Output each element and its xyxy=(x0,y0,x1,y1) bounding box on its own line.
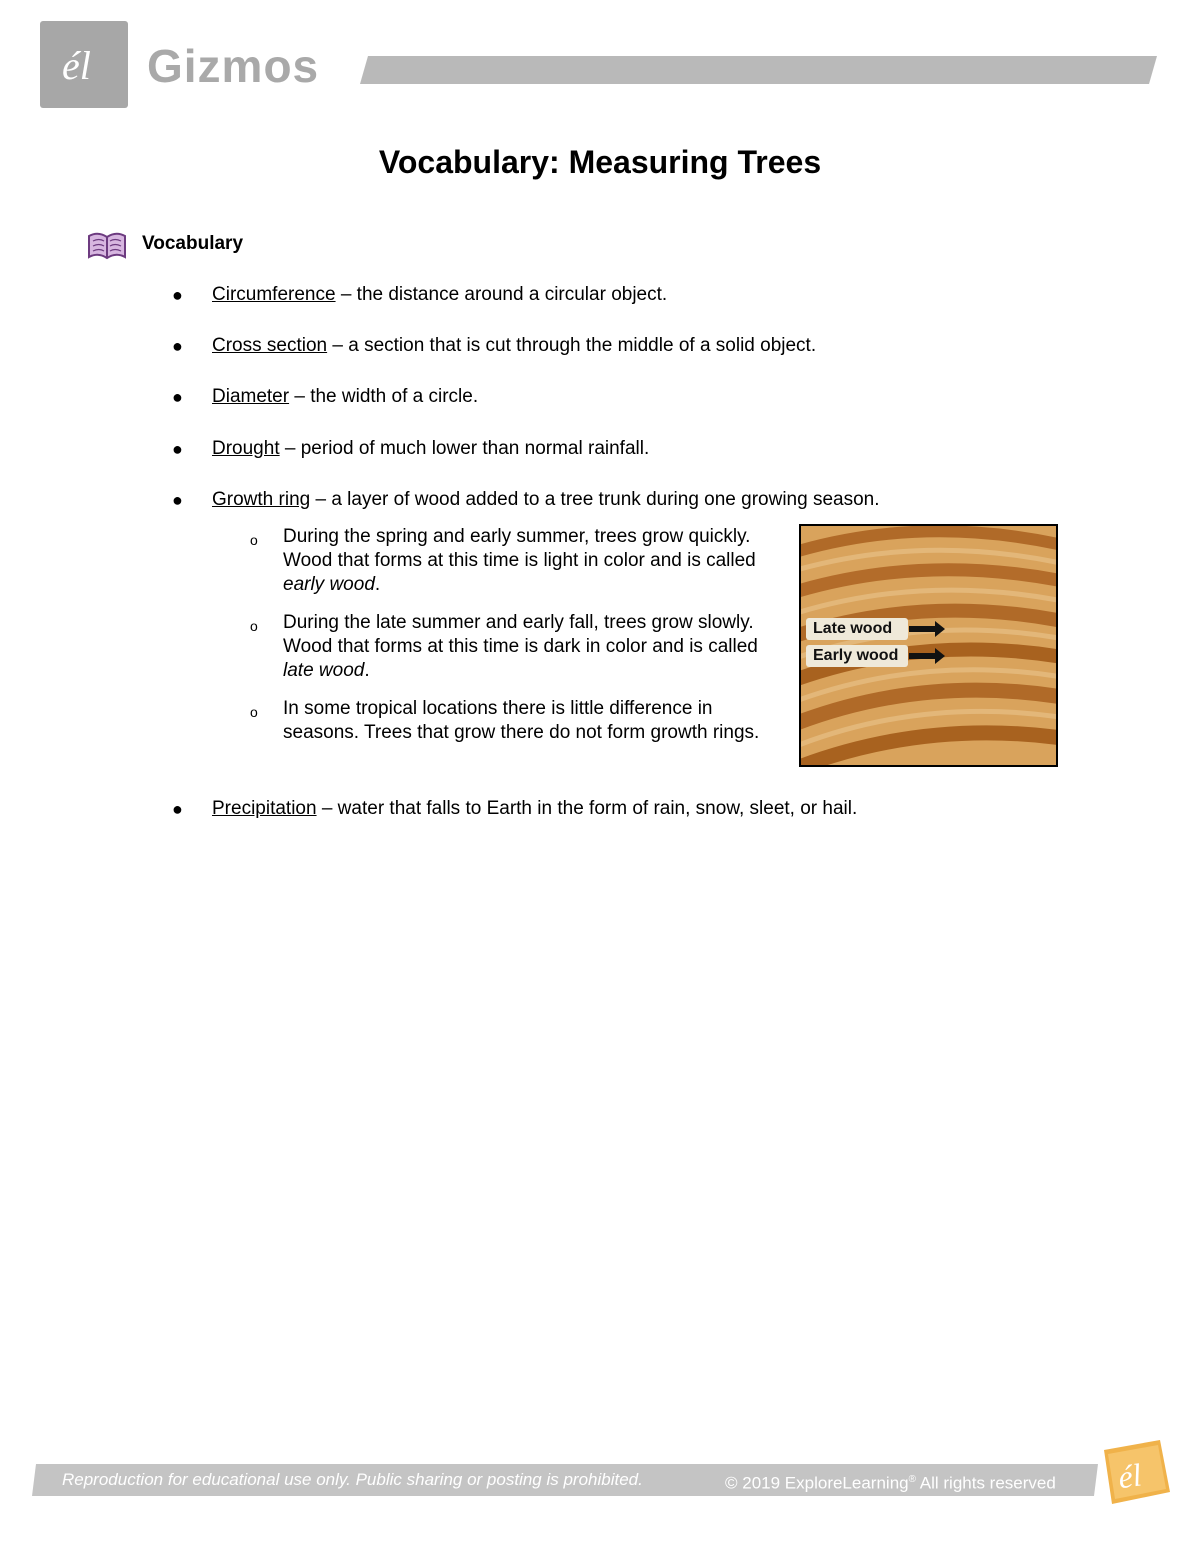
section-heading: Vocabulary xyxy=(142,233,244,254)
book-icon xyxy=(86,228,128,262)
term-definition: – the width of a circle. xyxy=(289,386,479,407)
term-word: Circumference xyxy=(212,284,336,305)
term-definition: – a layer of wood added to a tree trunk during one growing season. xyxy=(310,489,880,510)
footer-el-logo-icon xyxy=(1098,1438,1174,1508)
term-definition: – the distance around a circular object. xyxy=(335,284,668,305)
sub-bullet: o xyxy=(250,532,258,548)
bullet: ● xyxy=(172,490,183,510)
early-wood-label: Early wood xyxy=(806,645,908,667)
bullet: ● xyxy=(172,285,183,305)
brand-name: Gizmos xyxy=(147,40,320,92)
bullet: ● xyxy=(172,799,183,819)
header-bar xyxy=(360,56,1157,84)
footer-notice: Reproduction for educational use only. Public sharing or posting is prohibited. xyxy=(62,1470,643,1489)
term-word: Precipitation xyxy=(212,798,317,819)
sub-bullet: o xyxy=(250,618,258,634)
term-word: Drought xyxy=(212,438,280,459)
term-word: Growth ring xyxy=(212,489,311,510)
late-wood-label: Late wood xyxy=(806,618,908,640)
bullet: ● xyxy=(172,336,183,356)
bullet: ● xyxy=(172,387,183,407)
footer-logo-glyph: él xyxy=(1115,1456,1144,1496)
term-word: Diameter xyxy=(212,386,290,407)
explorelearning-logo xyxy=(40,21,128,108)
el-logo-icon xyxy=(40,21,128,108)
sub-bullet: o xyxy=(250,704,258,720)
bullet: ● xyxy=(172,439,183,459)
footer-copyright: © 2019 ExploreLearning® All rights reserved xyxy=(725,1473,1056,1493)
term-definition: – water that falls to Earth in the form of rain, snow, sleet, or hail. xyxy=(316,798,858,819)
term-definition: – period of much lower than normal rainfall. xyxy=(279,438,650,459)
page-title: Vocabulary: Measuring Trees xyxy=(378,144,822,180)
logo-glyph: él xyxy=(62,43,91,88)
term-definition: – a section that is cut through the middle of a solid object. xyxy=(327,335,817,356)
term-word: Cross section xyxy=(212,335,328,356)
